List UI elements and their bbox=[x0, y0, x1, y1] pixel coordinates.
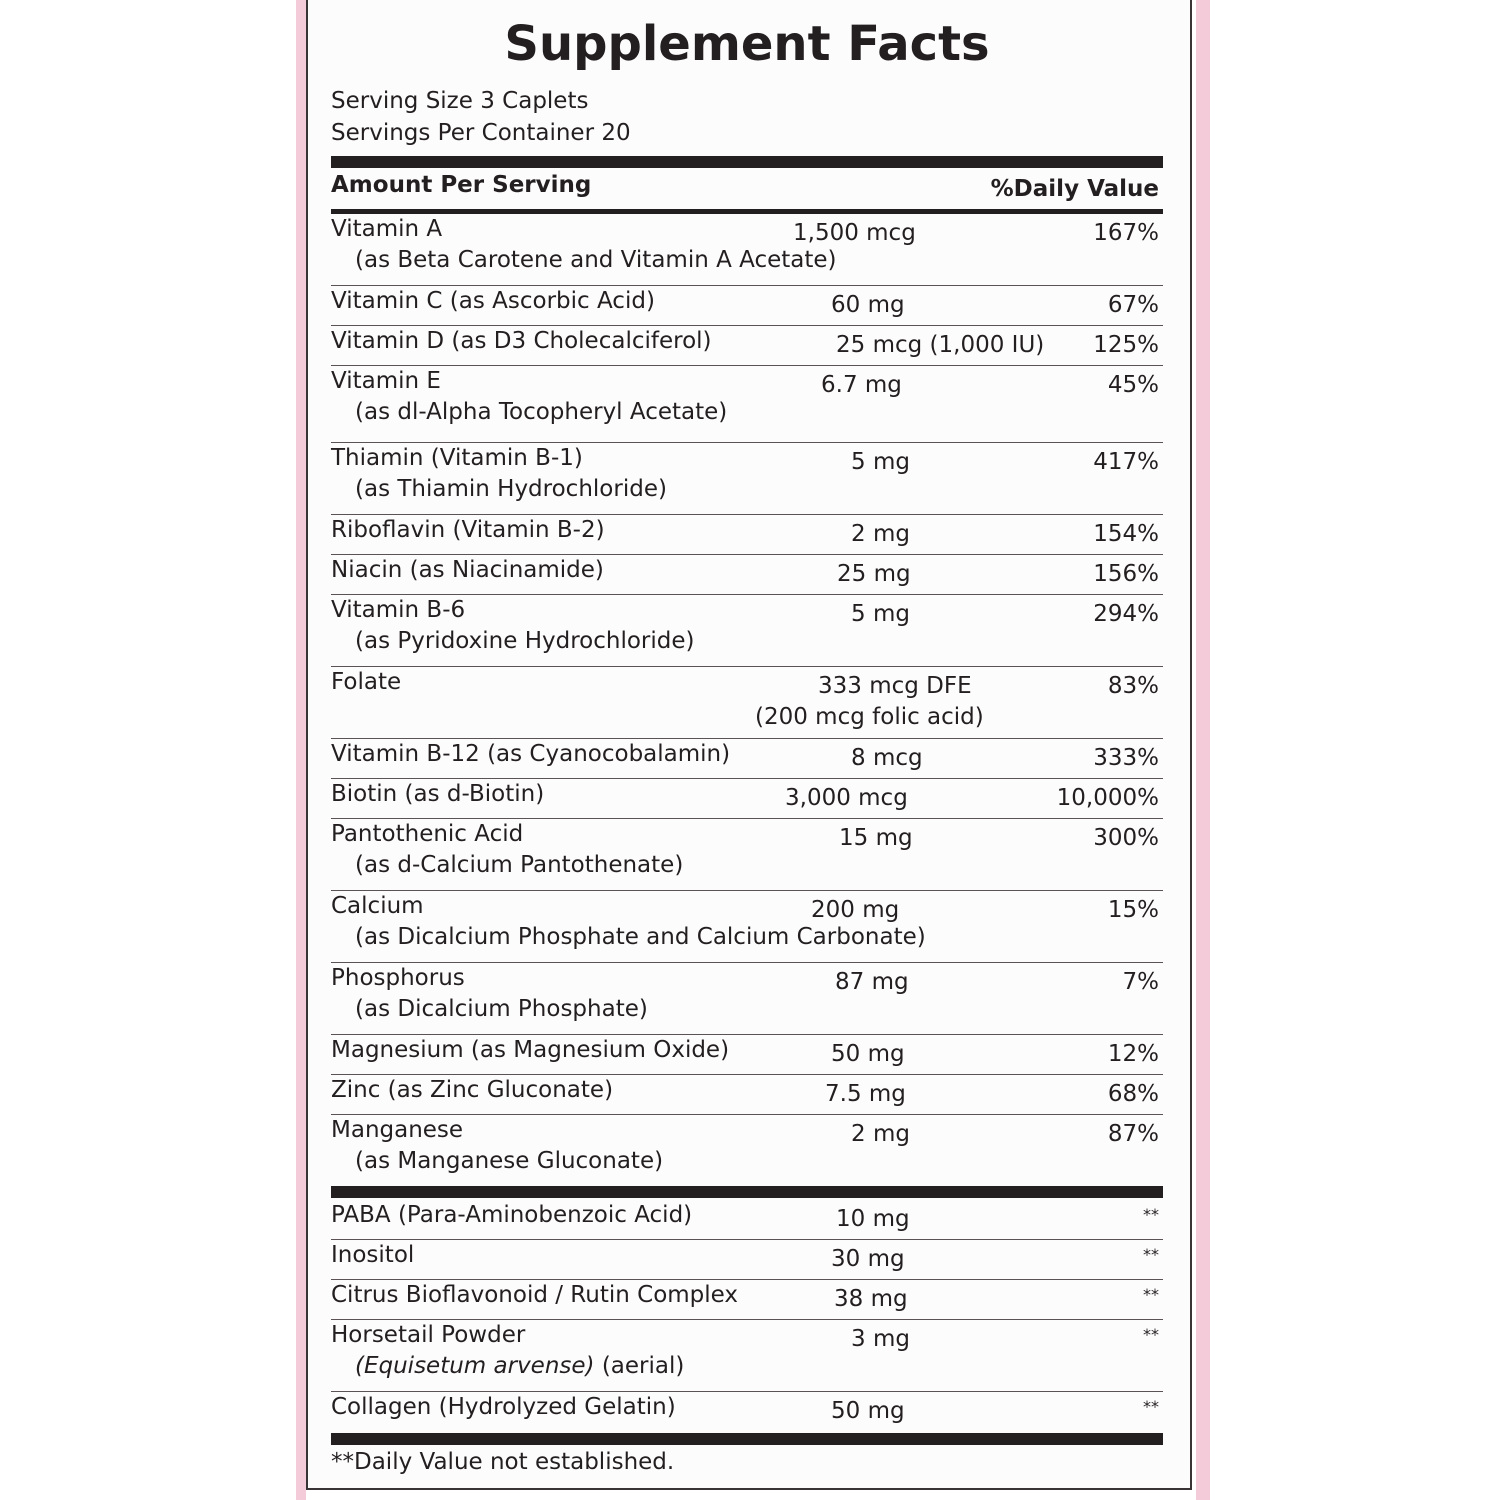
nutrient-amount: 1,500 mcg bbox=[793, 220, 916, 246]
thick-rule-top bbox=[331, 156, 1163, 168]
daily-value-percent: 167% bbox=[1093, 220, 1159, 246]
nutrients-row bbox=[331, 326, 1163, 366]
pink-border-right bbox=[1196, 0, 1210, 1500]
daily-value-header: %Daily Value bbox=[990, 176, 1159, 202]
daily-value-percent: 67% bbox=[1107, 292, 1159, 318]
thick-rule-middle bbox=[331, 1186, 1163, 1198]
nutrient-amount: 38 mg bbox=[834, 1286, 908, 1312]
nutrient-amount: 3,000 mcg bbox=[785, 785, 908, 811]
daily-value-percent: ** bbox=[1143, 1325, 1159, 1344]
nutrients-row bbox=[331, 667, 1163, 739]
nutrient-amount: 60 mg bbox=[831, 292, 905, 318]
nutrient-name: Inositol bbox=[331, 1242, 415, 1268]
nutrient-amount: 15 mg bbox=[839, 825, 913, 851]
daily-value-percent: 125% bbox=[1093, 332, 1159, 358]
nutrient-amount-detail: (200 mcg folic acid) bbox=[755, 704, 984, 730]
nutrient-name: PABA (Para-Aminobenzoic Acid) bbox=[331, 1202, 693, 1228]
daily-value-percent: 417% bbox=[1093, 449, 1159, 475]
nutrient-amount: 50 mg bbox=[831, 1398, 905, 1424]
nutrient-name: Magnesium (as Magnesium Oxide) bbox=[331, 1037, 730, 1063]
plant-part: (aerial) bbox=[594, 1353, 685, 1379]
nutrient-amount: 7.5 mg bbox=[825, 1081, 906, 1107]
daily-value-percent: 83% bbox=[1107, 673, 1159, 699]
daily-value-percent: ** bbox=[1143, 1245, 1159, 1264]
daily-value-percent: 12% bbox=[1107, 1041, 1159, 1067]
nutrient-name: Vitamin A bbox=[331, 216, 443, 242]
nutrient-amount: 6.7 mg bbox=[821, 372, 902, 398]
daily-value-percent: 15% bbox=[1107, 897, 1159, 923]
daily-value-percent: 10,000% bbox=[1056, 785, 1159, 811]
nutrient-name: Vitamin B-12 (as Cyanocobalamin) bbox=[331, 741, 731, 767]
page-title: Supplement Facts bbox=[504, 16, 990, 72]
nutrient-amount: 30 mg bbox=[831, 1246, 905, 1272]
nutrient-name: Zinc (as Zinc Gluconate) bbox=[331, 1077, 614, 1103]
other-row bbox=[331, 1280, 1163, 1320]
nutrient-amount: 5 mg bbox=[851, 449, 910, 475]
daily-value-percent: 45% bbox=[1107, 372, 1159, 398]
nutrients-row bbox=[331, 779, 1163, 819]
other-row bbox=[331, 1392, 1163, 1432]
nutrient-amount: 3 mg bbox=[851, 1326, 910, 1352]
nutrient-amount: 25 mcg (1,000 IU) bbox=[836, 332, 1045, 358]
nutrient-amount: 333 mcg DFE bbox=[818, 673, 972, 699]
nutrient-amount: 10 mg bbox=[836, 1206, 910, 1232]
other-row bbox=[331, 1240, 1163, 1280]
botanical-name: (Equisetum arvense) bbox=[355, 1353, 595, 1379]
nutrients-row bbox=[331, 515, 1163, 555]
pink-border-left bbox=[296, 0, 306, 1500]
nutrient-name: Vitamin C (as Ascorbic Acid) bbox=[331, 288, 655, 314]
nutrient-source: (as Beta Carotene and Vitamin A Acetate) bbox=[355, 247, 837, 273]
other-row bbox=[331, 1200, 1163, 1240]
nutrient-source: (as Manganese Gluconate) bbox=[355, 1148, 664, 1174]
background-left bbox=[0, 0, 296, 1500]
nutrients-row bbox=[331, 819, 1163, 891]
nutrient-source: (as Pyridoxine Hydrochloride) bbox=[355, 628, 695, 654]
nutrient-source: (as Thiamin Hydrochloride) bbox=[355, 476, 667, 502]
daily-value-percent: ** bbox=[1143, 1285, 1159, 1304]
daily-value-percent: 300% bbox=[1093, 825, 1159, 851]
nutrient-name: Collagen (Hydrolyzed Gelatin) bbox=[331, 1394, 676, 1420]
nutrient-amount: 8 mcg bbox=[851, 745, 923, 771]
nutrient-name: Vitamin D (as D3 Cholecalciferol) bbox=[331, 328, 712, 354]
nutrient-name: Vitamin B-6 bbox=[331, 597, 466, 623]
nutrient-name: Riboflavin (Vitamin B-2) bbox=[331, 517, 605, 543]
nutrient-amount: 25 mg bbox=[837, 561, 911, 587]
nutrients-row bbox=[331, 595, 1163, 667]
nutrients-row bbox=[331, 443, 1163, 515]
nutrient-name: Calcium bbox=[331, 893, 424, 919]
nutrient-amount: 50 mg bbox=[831, 1041, 905, 1067]
daily-value-percent: ** bbox=[1143, 1205, 1159, 1224]
nutrients-row bbox=[331, 891, 1163, 963]
other-row bbox=[331, 1320, 1163, 1392]
thick-rule-bottom bbox=[331, 1433, 1163, 1445]
nutrient-name: Vitamin E bbox=[331, 368, 441, 394]
daily-value-percent: ** bbox=[1143, 1397, 1159, 1416]
nutrient-amount: 2 mg bbox=[851, 521, 910, 547]
nutrient-source: (as d-Calcium Pantothenate) bbox=[355, 852, 684, 878]
footnote: **Daily Value not established. bbox=[331, 1449, 675, 1475]
daily-value-percent: 7% bbox=[1122, 969, 1159, 995]
nutrients-row bbox=[331, 286, 1163, 326]
daily-value-percent: 87% bbox=[1107, 1121, 1159, 1147]
daily-value-percent: 156% bbox=[1093, 561, 1159, 587]
nutrients-row bbox=[331, 555, 1163, 595]
nutrients-row bbox=[331, 1075, 1163, 1115]
nutrients-row bbox=[331, 1035, 1163, 1075]
nutrient-source: (as Dicalcium Phosphate and Calcium Carbonate) bbox=[355, 924, 926, 950]
nutrients-row bbox=[331, 366, 1163, 443]
nutrient-name: Folate bbox=[331, 669, 402, 695]
nutrient-amount: 87 mg bbox=[835, 969, 909, 995]
nutrient-amount: 5 mg bbox=[851, 601, 910, 627]
nutrient-name: Niacin (as Niacinamide) bbox=[331, 557, 604, 583]
background-right bbox=[1210, 0, 1500, 1500]
daily-value-percent: 294% bbox=[1093, 601, 1159, 627]
serving-size: Serving Size 3 Caplets bbox=[331, 88, 589, 114]
nutrient-name: Biotin (as d-Biotin) bbox=[331, 781, 545, 807]
nutrient-name: Horsetail Powder bbox=[331, 1322, 526, 1348]
nutrients-row bbox=[331, 214, 1163, 286]
nutrients-row bbox=[331, 963, 1163, 1035]
nutrient-source: (as dl-Alpha Tocopheryl Acetate) bbox=[355, 399, 728, 425]
nutrients-row bbox=[331, 739, 1163, 779]
nutrients-row bbox=[331, 1115, 1163, 1187]
amount-per-serving-header: Amount Per Serving bbox=[331, 172, 592, 198]
daily-value-percent: 333% bbox=[1093, 745, 1159, 771]
nutrient-name: Phosphorus bbox=[331, 965, 465, 991]
nutrient-name: Pantothenic Acid bbox=[331, 821, 524, 847]
servings-per-container: Servings Per Container 20 bbox=[331, 120, 631, 146]
daily-value-percent: 154% bbox=[1093, 521, 1159, 547]
nutrient-name: Thiamin (Vitamin B-1) bbox=[331, 445, 583, 471]
daily-value-percent: 68% bbox=[1107, 1081, 1159, 1107]
nutrient-amount: 2 mg bbox=[851, 1121, 910, 1147]
nutrient-source: (as Dicalcium Phosphate) bbox=[355, 996, 648, 1022]
nutrient-name: Manganese bbox=[331, 1117, 464, 1143]
nutrient-source bbox=[355, 1351, 684, 1381]
nutrient-amount: 200 mg bbox=[811, 897, 900, 923]
nutrient-name: Citrus Bioflavonoid / Rutin Complex bbox=[331, 1282, 739, 1308]
